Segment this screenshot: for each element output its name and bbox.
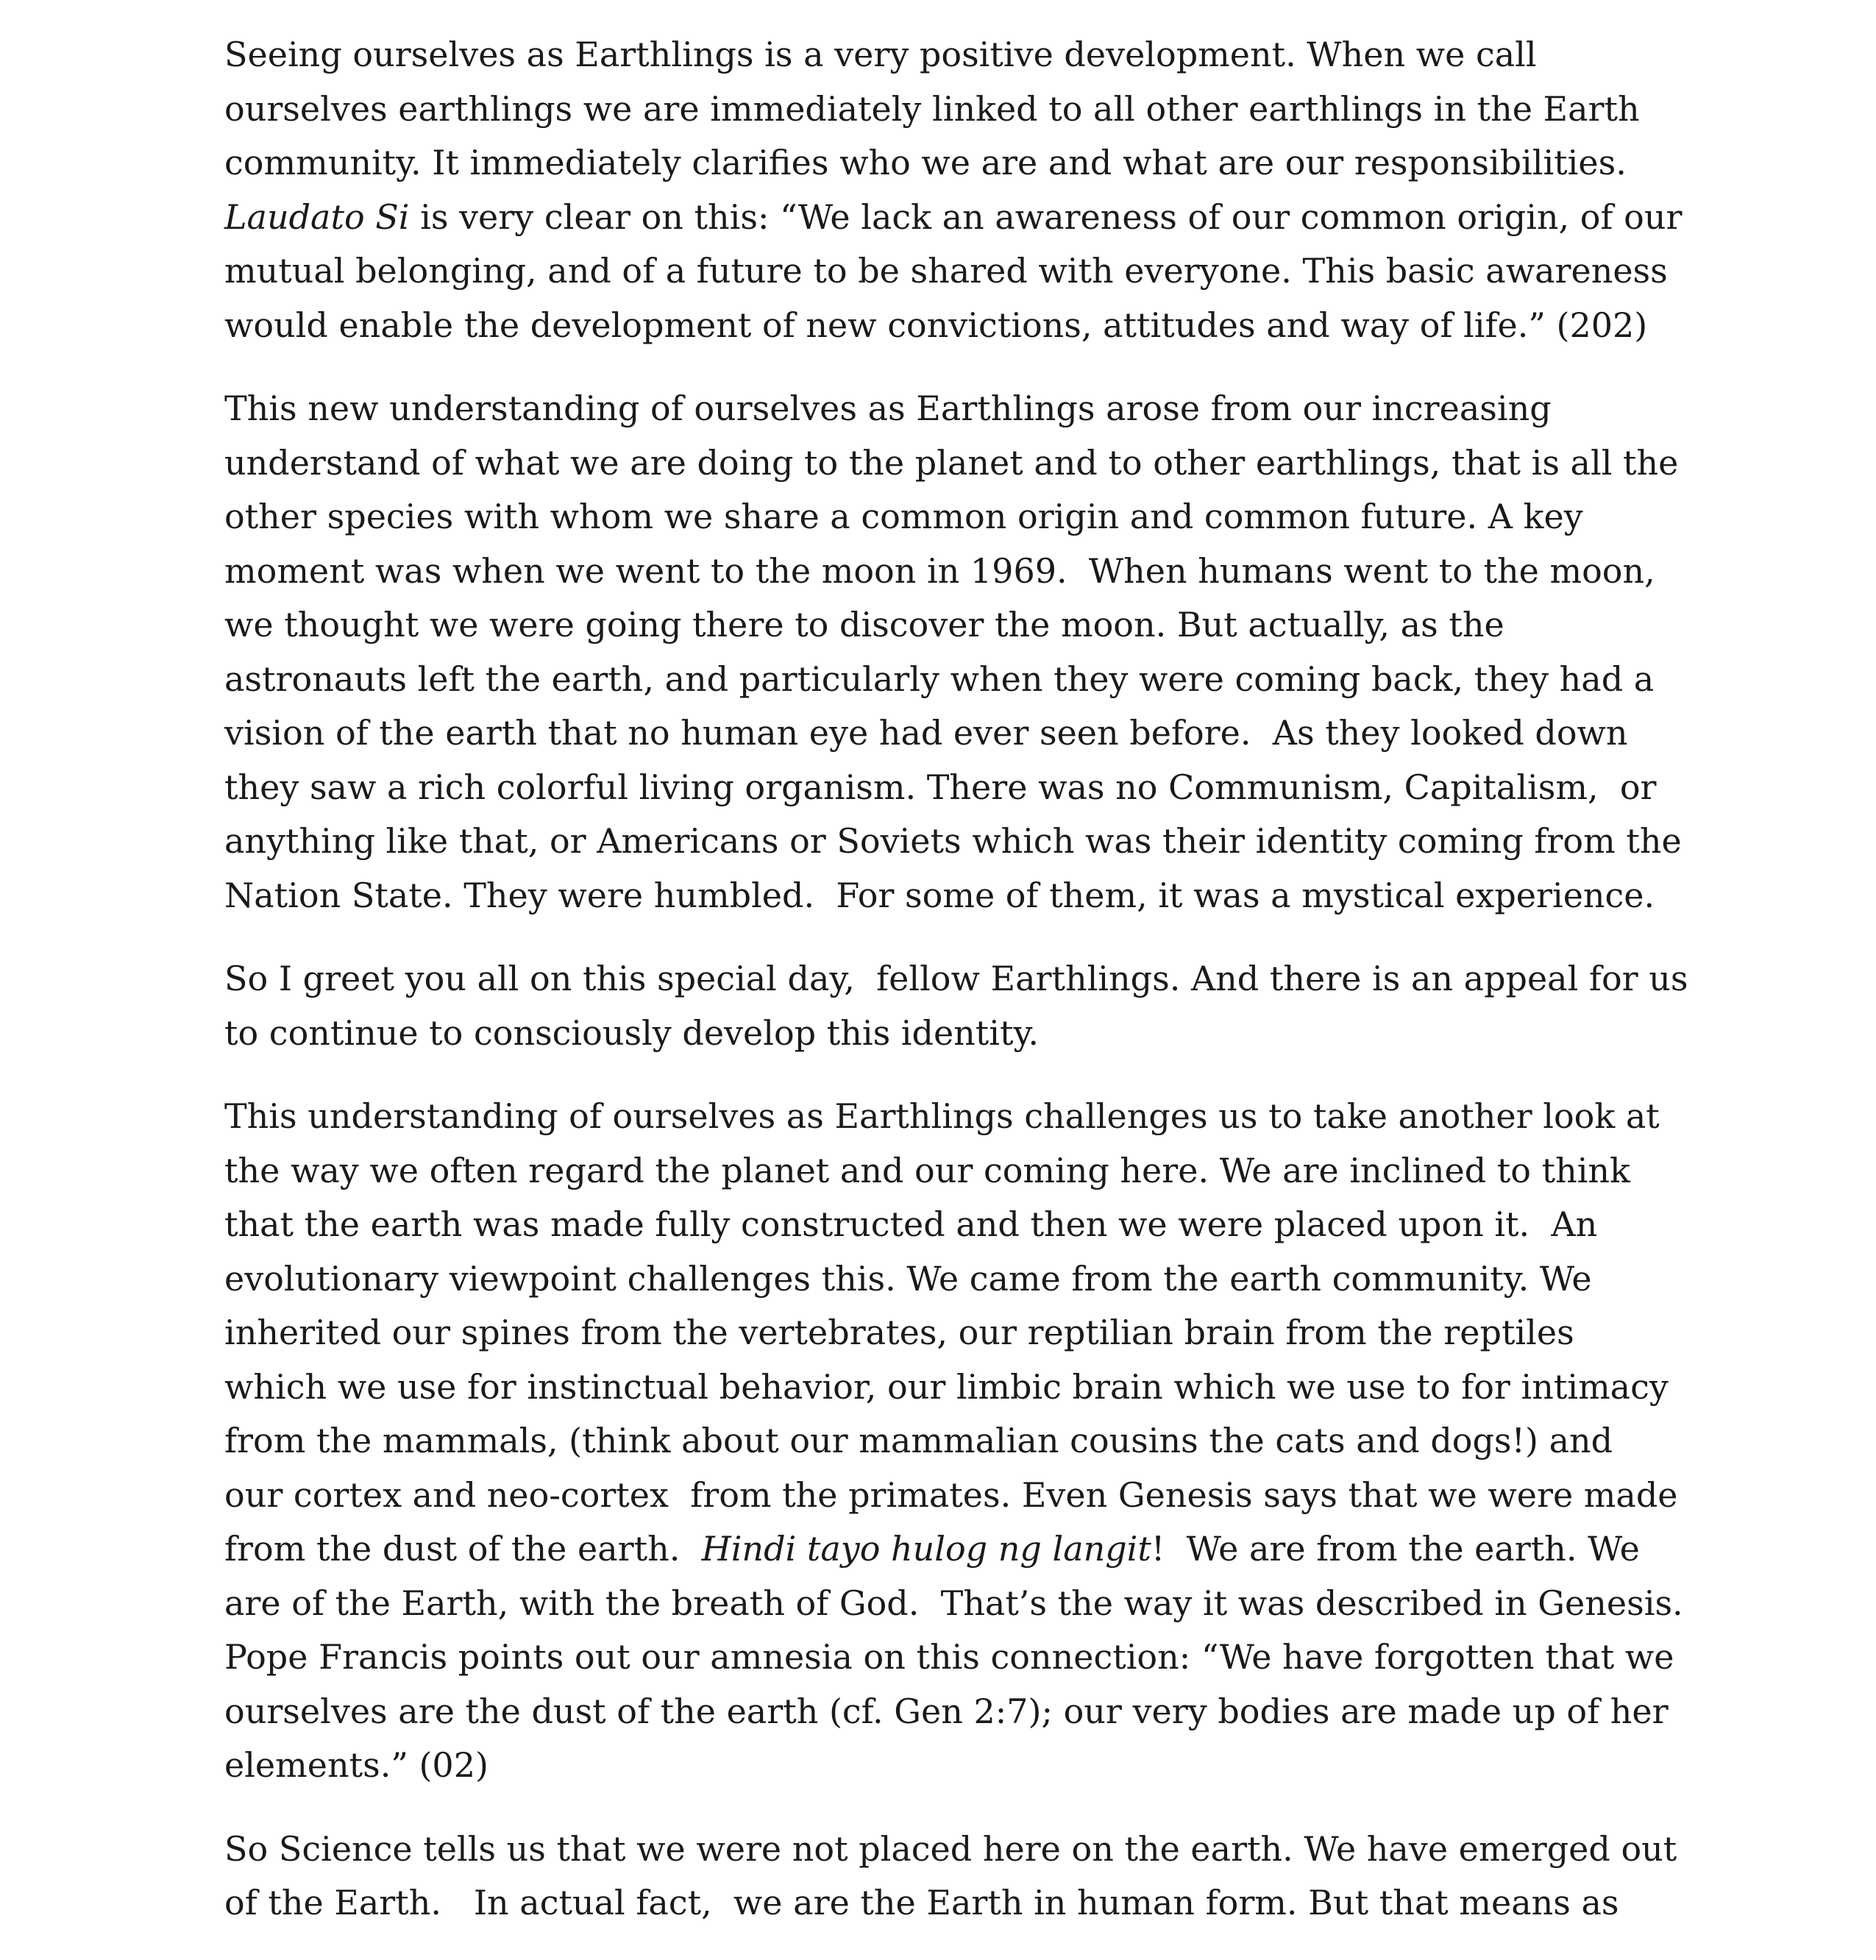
text-line [224, 28, 1681, 82]
text-line [224, 1252, 1681, 1307]
text-run: anything like that, or Americans or Soviets which was their identity coming from the [224, 821, 1682, 861]
text-line [224, 1306, 1681, 1360]
italic-text: Laudato Si [224, 196, 410, 237]
text-line [224, 82, 1681, 137]
text-line [224, 1090, 1681, 1144]
text-line [224, 1360, 1681, 1415]
text-line [224, 1144, 1681, 1199]
paragraph [224, 382, 1681, 923]
text-run: elements.” (02) [224, 1745, 488, 1785]
text-run: would enable the development of new convictions, attitudes and way of life.” (202) [224, 305, 1648, 345]
italic-text: Hindi tayo hulog ng langit [701, 1529, 1151, 1569]
text-line [224, 653, 1681, 707]
text-line [224, 299, 1681, 353]
text-run: This understanding of ourselves as Earthlings challenges us to take another look at [224, 1096, 1660, 1136]
text-run: Seeing ourselves as Earthlings is a very positive development. When we call [224, 35, 1537, 74]
text-run: evolutionary viewpoint challenges this. We came from the earth community. We [224, 1258, 1592, 1299]
text-run: are of the Earth, with the breath of God. That’s the way it was described in Genesis. [224, 1583, 1683, 1623]
text-run: ! We are from the earth. We [1151, 1529, 1640, 1569]
text-run: to continue to consciously develop this identity. [224, 1012, 1039, 1053]
text-line [224, 598, 1681, 653]
text-run: we thought we were going there to discover the moon. But actually, as the [224, 605, 1504, 645]
paragraph [224, 28, 1681, 352]
text-run: So Science tells us that we were not placed here on the earth. We have emerged out [224, 1828, 1677, 1869]
text-run: ourselves earthlings we are immediately linked to all other earthlings in the Earth [224, 88, 1640, 129]
text-run: astronauts left the earth, and particularly when they were coming back, they had a [224, 658, 1655, 699]
text-run: from the dust of the earth. [224, 1529, 702, 1569]
text-run: moment was when we went to the moon in 1969. When humans went to the moon, [224, 550, 1655, 591]
text-run: mutual belonging, and of a future to be shared with everyone. This basic awareness [224, 251, 1668, 291]
text-line [224, 1414, 1681, 1469]
text-line [224, 544, 1681, 599]
text-line [224, 1522, 1681, 1577]
text-run: the way we often regard the planet and our coming here. We are inclined to think [224, 1150, 1630, 1190]
text-run: community. It immediately clarifies who we are and what are our responsibilities. [224, 143, 1627, 182]
text-run: This new understanding of ourselves as Earthlings arose from our increasing [224, 388, 1552, 428]
text-run: from the mammals, (think about our mammalian cousins the cats and dogs!) and [224, 1421, 1613, 1460]
text-line [224, 244, 1681, 299]
text-line [224, 1630, 1681, 1685]
text-line [224, 436, 1681, 491]
text-line [224, 1469, 1681, 1523]
paragraph [224, 1090, 1681, 1793]
text-line [224, 952, 1688, 1006]
text-line [224, 490, 1681, 544]
text-line [224, 1685, 1681, 1739]
text-run: they saw a rich colorful living organism. There was no Communism, Capitalism, or [224, 767, 1657, 807]
text-run: our cortex and neo-cortex from the primates. Even Genesis says that we were made [224, 1474, 1678, 1515]
text-line [224, 1006, 1681, 1061]
text-run: ourselves are the dust of the earth (cf. Gen 2:7); our very bodies are made up of her [224, 1691, 1669, 1731]
text-run: Pope Francis points out our amnesia on this connection: “We have forgotten that we [224, 1637, 1674, 1677]
text-line [224, 1739, 1681, 1793]
text-line [224, 1577, 1681, 1631]
text-line [224, 761, 1681, 815]
text-line [224, 1822, 1681, 1877]
paragraph [224, 1822, 1681, 1931]
text-run: is very clear on this: “We lack an awareness of our common origin, of our [409, 196, 1683, 237]
text-line [224, 706, 1681, 761]
text-line [224, 869, 1681, 923]
text-line [224, 1876, 1681, 1931]
text-run: that the earth was made fully constructed and then we were placed upon it. An [224, 1204, 1598, 1244]
text-run: other species with whom we share a common origin and common future. A key [224, 497, 1583, 536]
text-line [224, 191, 1681, 245]
text-line [224, 136, 1681, 191]
paragraph [224, 952, 1688, 1060]
text-run: vision of the earth that no human eye had ever seen before. As they looked down [224, 713, 1628, 753]
document-body [224, 28, 1688, 1960]
text-run: Nation State. They were humbled. For some of them, it was a mystical experience. [224, 875, 1655, 915]
text-run: understand of what we are doing to the planet and to other earthlings, that is all the [224, 442, 1679, 483]
text-run: inherited our spines from the vertebrates, our reptilian brain from the reptiles [224, 1313, 1574, 1352]
text-run: of the Earth. In actual fact, we are the Earth in human form. But that means as [224, 1883, 1619, 1922]
text-run: So I greet you all on this special day, fellow Earthlings. And there is an appeal for us [224, 959, 1688, 998]
text-line [224, 382, 1681, 436]
text-run: which we use for instinctual behavior, our limbic brain which we use to for intimacy [224, 1366, 1669, 1407]
text-line [224, 814, 1681, 869]
text-line [224, 1198, 1681, 1252]
